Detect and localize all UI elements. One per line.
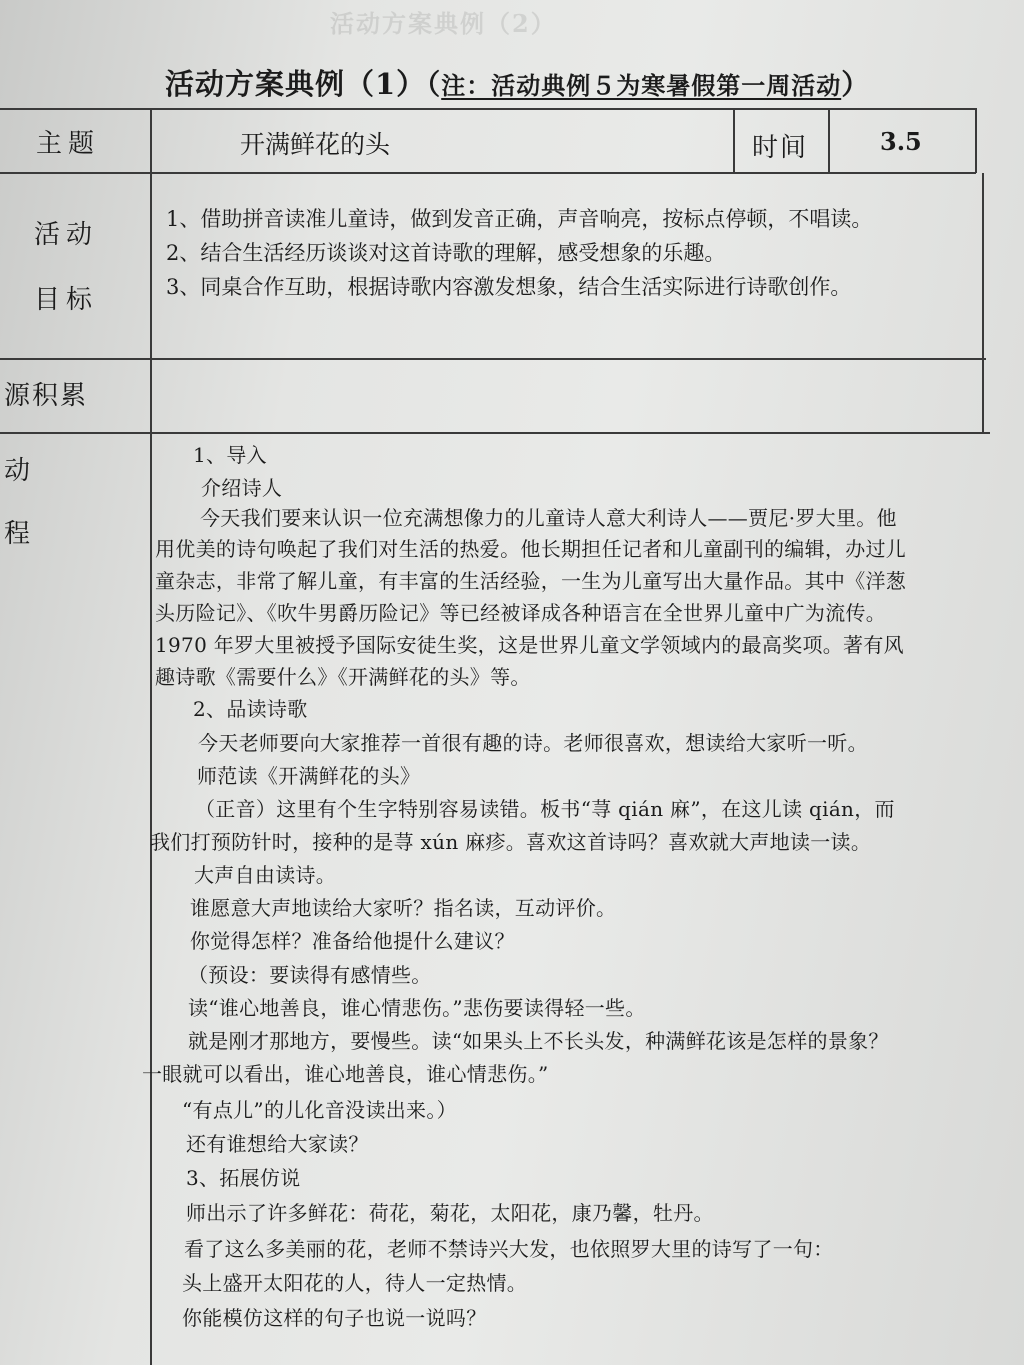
table-right-border (975, 108, 977, 173)
table-line-resource-bottom (0, 432, 990, 434)
theme-value: 开满鲜花的头 (240, 130, 391, 159)
section-heading-extend: 3、拓展仿说 (186, 1166, 301, 1190)
title-open-paren: （ (426, 68, 442, 101)
process-line: 读“谁心地善良，谁心情悲伤。”悲伤要读得轻一些。 (188, 996, 646, 1020)
process-line: 一眼就可以看出，谁心地善良，谁心情悲伤。” (142, 1062, 549, 1086)
process-line: 我们打预防针时，接种的是荨 xún 麻疹。喜欢这首诗吗？喜欢就大声地读一读。 (150, 830, 872, 854)
time-label: 时间 (752, 133, 809, 163)
bleed-through-title: 活动方案典例（2） (330, 9, 557, 38)
title-close-paren: ） (841, 68, 871, 101)
process-line: 今天老师要向大家推荐一首很有趣的诗。老师很喜欢，想读给大家听一听。 (198, 731, 868, 755)
process-label-line1: 动 (4, 456, 37, 486)
title-note: 注：活动典例５为寒暑假第一周活动 (441, 71, 842, 100)
goal-item: 1、借助拼音读准儿童诗，做到发音正确，声音响亮，按标点停顿，不唱读。 (166, 207, 873, 231)
process-line: 师范读《开满鲜花的头》 (197, 764, 421, 788)
goal-item: 3、同桌合作互助，根据诗歌内容激发想象，结合生活实际进行诗歌创作。 (166, 275, 852, 299)
table-col-divider (150, 108, 152, 1365)
title-main: 活动方案典例（1） (165, 67, 427, 101)
goal-label-line1: 活动 (34, 220, 99, 250)
resource-label: 源积累 (4, 381, 89, 411)
process-line: 看了这么多美丽的花，老师不禁诗兴大发，也依照罗大里的诗写了一句： (184, 1237, 834, 1261)
process-line: 你觉得怎样？准备给他提什么建议？ (190, 929, 515, 953)
time-value: 3.5 (880, 127, 922, 156)
section-heading-intro: 1、导入 (193, 443, 267, 467)
table-line-goal-bottom (0, 358, 986, 360)
process-line: 师出示了许多鲜花：荷花，菊花，太阳花，康乃馨，牡丹。 (186, 1201, 714, 1225)
process-line: 头历险记》、《吹牛男爵历险记》等已经被译成各种语言在全世界儿童中广为流传。 (155, 601, 887, 625)
process-line: 你能模仿这样的句子也说一说吗？ (182, 1306, 487, 1330)
table-right-border-lower (982, 173, 984, 433)
time-value-left-divider (828, 108, 830, 173)
page-title (165, 62, 870, 103)
process-line: 大声自由读诗。 (194, 863, 337, 887)
process-line: 用优美的诗句唤起了我们对生活的热爱。他长期担任记者和儿童副刊的编辑，办过儿 (155, 537, 907, 561)
process-line: 头上盛开太阳花的人，待人一定热情。 (182, 1271, 528, 1295)
process-line: 1970 年罗大里被授予国际安徒生奖，这是世界儿童文学领域内的最高奖项。著有风 (155, 633, 904, 657)
process-line: 就是刚才那地方，要慢些。读“如果头上不长头发，种满鲜花该是怎样的景象？ (188, 1029, 889, 1053)
process-line: “有点儿”的儿化音没读出来。） (182, 1098, 457, 1122)
time-label-left-divider (733, 108, 735, 173)
process-line: 童杂志，非常了解儿童，有丰富的生活经验，一生为儿童写出大量作品。其中《洋葱 (155, 569, 907, 593)
section-heading-read: 2、品读诗歌 (193, 697, 308, 721)
process-line: 谁愿意大声地读给大家听？指名读，互动评价。 (190, 896, 617, 920)
process-line: 今天我们要来认识一位充满想像力的儿童诗人意大利诗人——贾尼·罗大里。他 (200, 506, 897, 530)
process-line: （预设：要读得有感情些。 (188, 963, 432, 987)
process-line: 介绍诗人 (201, 476, 283, 500)
process-label-line2: 程 (4, 519, 37, 549)
process-line: （正音）这里有个生字特别容易读错。板书“荨 qián 麻”，在这儿读 qián，而 (195, 797, 895, 821)
process-line: 趣诗歌《需要什么》《开满鲜花的头》等。 (155, 665, 531, 689)
process-line: 还有谁想给大家读？ (186, 1132, 369, 1156)
theme-label: 主题 (36, 129, 101, 159)
goal-item: 2、结合生活经历谈谈对这首诗歌的理解，感受想象的乐趣。 (166, 241, 726, 265)
goal-label-line2: 目标 (34, 285, 99, 315)
